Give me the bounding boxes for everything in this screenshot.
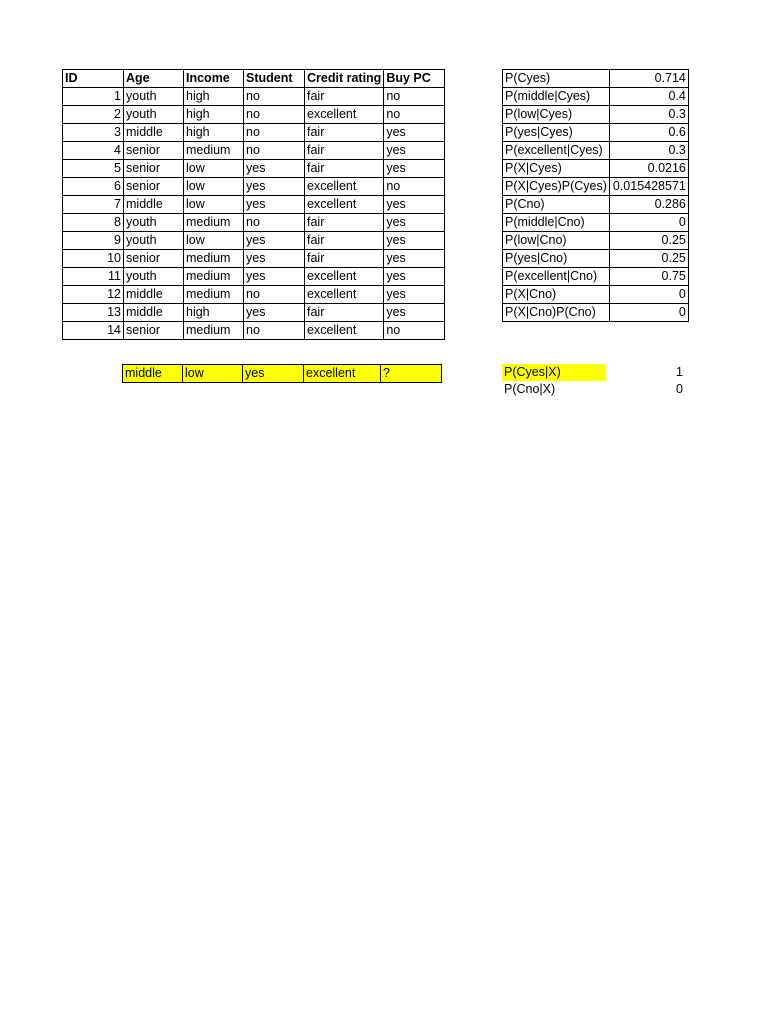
posterior-label[interactable]: P(Cyes|X) (502, 364, 606, 381)
data-cell[interactable]: fair (305, 160, 384, 178)
data-cell[interactable]: medium (184, 268, 244, 286)
data-cell[interactable]: no (244, 106, 305, 124)
id-cell[interactable]: 5 (63, 160, 124, 178)
data-cell[interactable]: yes (244, 268, 305, 286)
data-cell[interactable]: senior (124, 142, 184, 160)
query-row (123, 365, 442, 383)
table-header-row (63, 70, 445, 88)
table-row (63, 286, 445, 304)
table-row (63, 304, 445, 322)
probability-value[interactable]: 0 (609, 286, 688, 304)
probability-row (503, 124, 689, 142)
data-cell[interactable]: excellent (305, 196, 384, 214)
query-cell[interactable]: ? (381, 365, 442, 383)
probability-row (503, 214, 689, 232)
data-cell[interactable]: yes (384, 160, 445, 178)
probability-row (503, 70, 689, 88)
probability-value[interactable]: 0.4 (609, 88, 688, 106)
data-cell[interactable]: yes (244, 196, 305, 214)
id-cell[interactable]: 12 (63, 286, 124, 304)
data-cell[interactable]: fair (305, 124, 384, 142)
posterior-value[interactable]: 1 (676, 365, 683, 380)
data-cell[interactable]: no (244, 322, 305, 340)
header-cell[interactable]: ID (63, 70, 124, 88)
data-cell[interactable]: senior (124, 322, 184, 340)
data-cell[interactable]: yes (244, 304, 305, 322)
data-cell[interactable]: fair (305, 214, 384, 232)
posterior-label[interactable]: P(Cno|X) (504, 382, 556, 397)
id-cell[interactable]: 1 (63, 88, 124, 106)
probability-value[interactable]: 0.3 (609, 106, 688, 124)
data-cell[interactable]: no (244, 286, 305, 304)
data-cell[interactable]: no (384, 322, 445, 340)
data-cell[interactable]: youth (124, 106, 184, 124)
probability-label[interactable]: P(excellent|Cno) (503, 268, 610, 286)
probability-value[interactable]: 0.75 (609, 268, 688, 286)
posterior-row (502, 364, 685, 381)
probability-value[interactable]: 0.286 (609, 196, 688, 214)
probability-row (503, 106, 689, 124)
probability-label[interactable]: P(yes|Cyes) (503, 124, 610, 142)
data-cell[interactable]: middle (124, 196, 184, 214)
data-cell[interactable]: youth (124, 88, 184, 106)
data-cell[interactable]: no (244, 88, 305, 106)
probability-label[interactable]: P(middle|Cyes) (503, 88, 610, 106)
probability-label[interactable]: P(X|Cno)P(Cno) (503, 304, 610, 322)
probability-label[interactable]: P(yes|Cno) (503, 250, 610, 268)
id-cell[interactable]: 11 (63, 268, 124, 286)
header-cell[interactable]: Credit rating (305, 70, 384, 88)
data-cell[interactable]: excellent (305, 106, 384, 124)
probability-value[interactable]: 0 (609, 214, 688, 232)
query-row-table (122, 364, 442, 383)
data-cell[interactable]: high (184, 106, 244, 124)
data-cell[interactable]: yes (384, 304, 445, 322)
data-cell[interactable]: middle (124, 286, 184, 304)
probability-value[interactable]: 0.3 (609, 142, 688, 160)
query-cell[interactable]: low (183, 365, 243, 383)
data-cell[interactable]: youth (124, 214, 184, 232)
data-cell[interactable]: youth (124, 268, 184, 286)
data-cell[interactable]: yes (244, 160, 305, 178)
data-cell[interactable]: yes (384, 250, 445, 268)
data-cell[interactable]: low (184, 196, 244, 214)
id-cell[interactable]: 3 (63, 124, 124, 142)
id-cell[interactable]: 8 (63, 214, 124, 232)
data-cell[interactable]: medium (184, 142, 244, 160)
table-row (63, 142, 445, 160)
data-cell[interactable]: no (244, 142, 305, 160)
table-row (63, 250, 445, 268)
data-cell[interactable]: excellent (305, 286, 384, 304)
query-cell[interactable]: yes (243, 365, 304, 383)
data-cell[interactable]: yes (384, 142, 445, 160)
probability-label[interactable]: P(low|Cno) (503, 232, 610, 250)
data-cell[interactable]: no (384, 88, 445, 106)
probability-label[interactable]: P(Cyes) (503, 70, 610, 88)
probability-label[interactable]: P(X|Cyes)P(Cyes) (503, 178, 610, 196)
data-cell[interactable]: medium (184, 250, 244, 268)
data-cell[interactable]: yes (244, 178, 305, 196)
data-cell[interactable]: middle (124, 304, 184, 322)
header-cell[interactable]: Buy PC (384, 70, 445, 88)
probability-row (503, 232, 689, 250)
id-cell[interactable]: 6 (63, 178, 124, 196)
data-cell[interactable]: excellent (305, 178, 384, 196)
data-cell[interactable]: low (184, 232, 244, 250)
data-cell[interactable]: yes (384, 286, 445, 304)
probability-row (503, 196, 689, 214)
probability-row (503, 286, 689, 304)
id-cell[interactable]: 4 (63, 142, 124, 160)
probability-row (503, 88, 689, 106)
table-row (63, 178, 445, 196)
data-cell[interactable]: high (184, 304, 244, 322)
data-cell[interactable]: youth (124, 232, 184, 250)
data-cell[interactable]: fair (305, 142, 384, 160)
probability-value[interactable]: 0.25 (609, 232, 688, 250)
data-cell[interactable]: no (384, 178, 445, 196)
probability-value[interactable]: 0.015428571 (609, 178, 688, 196)
posterior-value[interactable]: 0 (676, 382, 683, 397)
probability-value[interactable]: 0.6 (609, 124, 688, 142)
id-cell[interactable]: 2 (63, 106, 124, 124)
data-cell[interactable]: senior (124, 178, 184, 196)
training-data-table (62, 69, 445, 340)
data-cell[interactable]: low (184, 160, 244, 178)
probability-value[interactable]: 0 (609, 304, 688, 322)
id-cell[interactable]: 13 (63, 304, 124, 322)
probability-table (502, 69, 689, 322)
table-row (63, 232, 445, 250)
data-cell[interactable]: no (244, 214, 305, 232)
probability-row (503, 160, 689, 178)
probability-row (503, 142, 689, 160)
probability-label[interactable]: P(excellent|Cyes) (503, 142, 610, 160)
data-cell[interactable]: fair (305, 88, 384, 106)
probability-label[interactable]: P(X|Cno) (503, 286, 610, 304)
data-cell[interactable]: yes (244, 250, 305, 268)
table-row (63, 322, 445, 340)
data-cell[interactable]: medium (184, 286, 244, 304)
data-cell[interactable]: fair (305, 250, 384, 268)
data-cell[interactable]: senior (124, 160, 184, 178)
data-cell[interactable]: no (384, 106, 445, 124)
probability-label[interactable]: P(X|Cyes) (503, 160, 610, 178)
data-cell[interactable]: yes (384, 232, 445, 250)
data-cell[interactable]: low (184, 178, 244, 196)
data-cell[interactable]: yes (244, 232, 305, 250)
header-cell[interactable]: Income (184, 70, 244, 88)
posterior-row (502, 381, 685, 398)
table-row (63, 106, 445, 124)
table-row (63, 214, 445, 232)
probability-row (503, 268, 689, 286)
id-cell[interactable]: 10 (63, 250, 124, 268)
probability-row (503, 178, 689, 196)
table-row (63, 124, 445, 142)
posterior-table (502, 364, 685, 399)
data-cell[interactable]: excellent (305, 268, 384, 286)
id-cell[interactable]: 7 (63, 196, 124, 214)
table-row (63, 196, 445, 214)
data-cell[interactable]: excellent (305, 322, 384, 340)
data-cell[interactable]: yes (384, 124, 445, 142)
probability-value[interactable]: 0.714 (609, 70, 688, 88)
probability-row (503, 304, 689, 322)
data-cell[interactable]: fair (305, 304, 384, 322)
probability-value[interactable]: 0.0216 (609, 160, 688, 178)
data-cell[interactable]: fair (305, 232, 384, 250)
query-cell[interactable]: middle (123, 365, 183, 383)
probability-label[interactable]: P(low|Cyes) (503, 106, 610, 124)
data-cell[interactable]: middle (124, 124, 184, 142)
probability-value[interactable]: 0.25 (609, 250, 688, 268)
id-cell[interactable]: 9 (63, 232, 124, 250)
data-cell[interactable]: no (244, 124, 305, 142)
probability-label[interactable]: P(Cno) (503, 196, 610, 214)
data-cell[interactable]: senior (124, 250, 184, 268)
header-cell[interactable]: Student (244, 70, 305, 88)
table-row (63, 88, 445, 106)
header-cell[interactable]: Age (124, 70, 184, 88)
table-row (63, 160, 445, 178)
data-cell[interactable]: medium (184, 322, 244, 340)
data-cell[interactable]: high (184, 88, 244, 106)
data-cell[interactable]: high (184, 124, 244, 142)
id-cell[interactable]: 14 (63, 322, 124, 340)
probability-label[interactable]: P(middle|Cno) (503, 214, 610, 232)
query-cell[interactable]: excellent (304, 365, 381, 383)
data-cell[interactable]: medium (184, 214, 244, 232)
data-cell[interactable]: yes (384, 196, 445, 214)
data-cell[interactable]: yes (384, 268, 445, 286)
probability-row (503, 250, 689, 268)
data-cell[interactable]: yes (384, 214, 445, 232)
table-row (63, 268, 445, 286)
